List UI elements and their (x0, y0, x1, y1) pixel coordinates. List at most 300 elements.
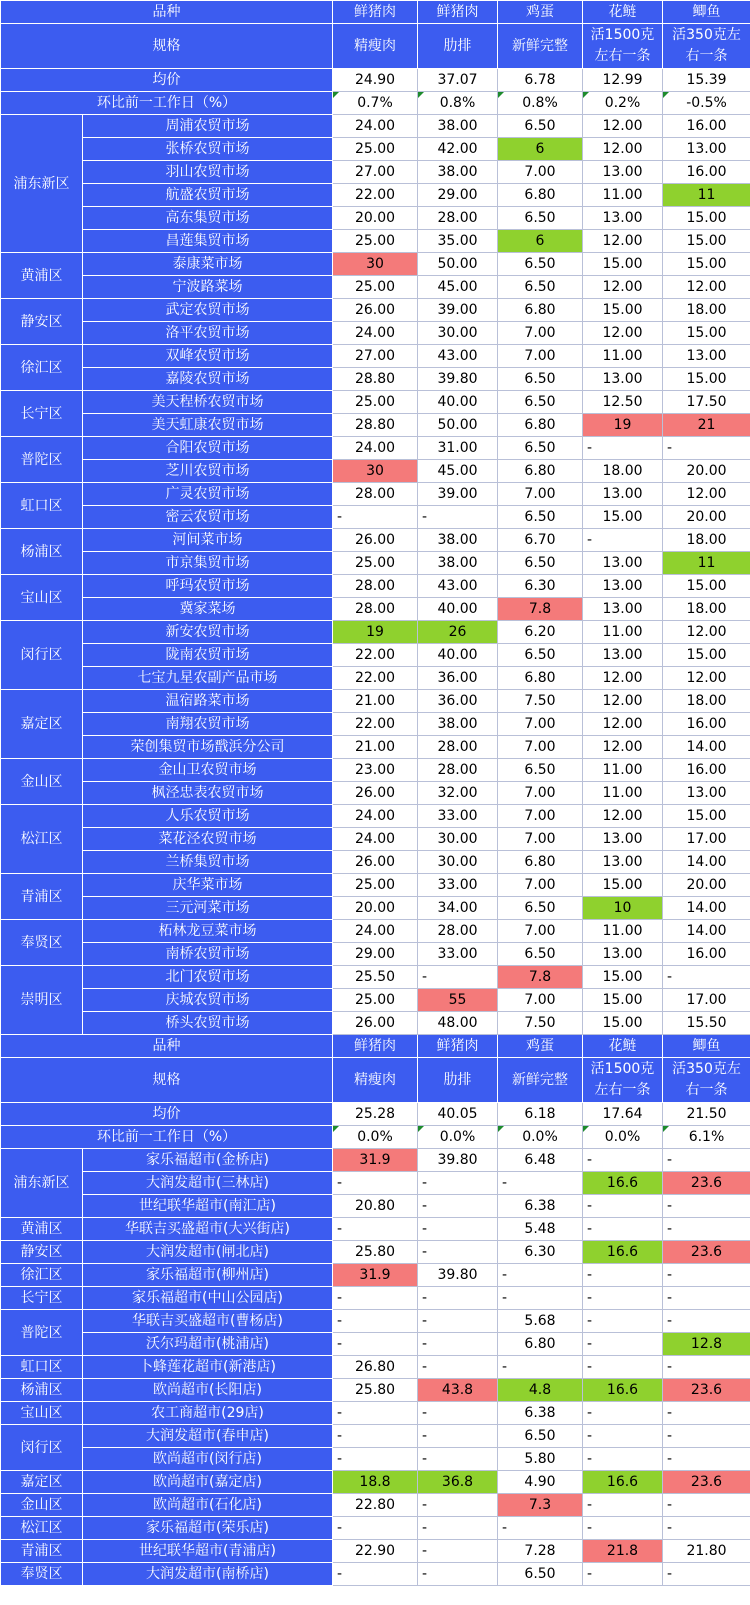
price-cell: 12.00 (663, 667, 750, 690)
district-label: 浦东新区 (1, 115, 83, 253)
price-cell: 28.00 (418, 920, 498, 943)
price-cell: 6.50 (498, 759, 583, 782)
price-cell: - (498, 1264, 583, 1287)
market-name: 兰桥集贸市场 (83, 851, 333, 874)
table-row (1, 943, 750, 966)
price-cell: 7.00 (498, 736, 583, 759)
table-row (1, 759, 750, 782)
spec-cell: 肋排 (418, 24, 498, 69)
price-cell: 13.00 (583, 851, 663, 874)
price-cell: 15.00 (583, 966, 663, 989)
price-cell: 15.00 (663, 253, 750, 276)
table-row (1, 1517, 750, 1540)
price-cell: 43.00 (418, 575, 498, 598)
table-row (1, 1540, 750, 1563)
price-cell: 26.00 (333, 529, 418, 552)
price-cell: 6.50 (498, 391, 583, 414)
price-cell: 25.00 (333, 230, 418, 253)
price-cell: 33.00 (418, 943, 498, 966)
market-name: 昌莲集贸市场 (83, 230, 333, 253)
market-name: 南桥农贸市场 (83, 943, 333, 966)
price-cell: 13.00 (663, 782, 750, 805)
market-name: 欧尚超市(嘉定店) (83, 1471, 333, 1494)
price-cell: 18.00 (663, 598, 750, 621)
market-name: 大润发超市(南桥店) (83, 1563, 333, 1586)
price-cell: 21.8 (583, 1540, 663, 1563)
price-cell: 22.00 (333, 644, 418, 667)
price-cell: 39.00 (418, 483, 498, 506)
table-row (1, 253, 750, 276)
market-name: 广灵农贸市场 (83, 483, 333, 506)
price-cell: - (583, 1195, 663, 1218)
market-name: 三元河菜市场 (83, 897, 333, 920)
price-cell: 12.8 (663, 1333, 750, 1356)
price-cell: 36.00 (418, 667, 498, 690)
price-cell: 22.00 (333, 667, 418, 690)
price-cell: 24.00 (333, 115, 418, 138)
price-cell: 29.00 (333, 943, 418, 966)
price-cell: - (663, 1356, 750, 1379)
price-cell: 19 (583, 414, 663, 437)
table-row (1, 161, 750, 184)
price-cell: 14.00 (663, 920, 750, 943)
price-cell: 14.00 (663, 897, 750, 920)
market-name: 芝川农贸市场 (83, 460, 333, 483)
average-price-label: 均价 (1, 69, 333, 92)
price-cell: 23.00 (333, 759, 418, 782)
price-cell: 13.00 (583, 368, 663, 391)
district-label: 松江区 (1, 1517, 83, 1540)
district-label: 徐汇区 (1, 1264, 83, 1287)
variety-header-cell: 鸡蛋 (498, 1035, 583, 1058)
price-cell: 13.00 (663, 345, 750, 368)
market-name: 温宿路菜市场 (83, 690, 333, 713)
price-cell: 38.00 (418, 529, 498, 552)
variety-header-cell: 鲜猪肉 (418, 1, 498, 24)
table-row (1, 1448, 750, 1471)
table-row (1, 1494, 750, 1517)
price-cell: 6.30 (498, 1241, 583, 1264)
price-cell: - (333, 1425, 418, 1448)
price-cell: 30.00 (418, 851, 498, 874)
price-cell: 18.00 (663, 529, 750, 552)
market-name: 欧尚超市(长阳店) (83, 1379, 333, 1402)
average-price-cell: 24.90 (333, 69, 418, 92)
price-cell: 28.00 (333, 483, 418, 506)
price-cell: 13.00 (583, 943, 663, 966)
price-cell: 16.6 (583, 1172, 663, 1195)
price-cell: 26.00 (333, 782, 418, 805)
price-cell: 21.00 (333, 736, 418, 759)
table-row (1, 414, 750, 437)
price-cell: 38.00 (418, 161, 498, 184)
price-cell: 15.00 (583, 1012, 663, 1035)
price-cell: 12.50 (583, 391, 663, 414)
price-cell: 7.00 (498, 920, 583, 943)
price-cell: 10 (583, 897, 663, 920)
price-cell: - (418, 1425, 498, 1448)
table-row (1, 1172, 750, 1195)
price-cell: 11 (663, 552, 750, 575)
market-name: 大润发超市(春申店) (83, 1425, 333, 1448)
price-cell: - (663, 1310, 750, 1333)
price-cell: 18.00 (663, 299, 750, 322)
table-row (1, 1310, 750, 1333)
price-cell: 18.8 (333, 1471, 418, 1494)
price-cell: 28.80 (333, 414, 418, 437)
price-cell: 7.00 (498, 989, 583, 1012)
price-cell: 18.00 (663, 690, 750, 713)
spec-label: 规格 (1, 24, 333, 69)
district-label: 闵行区 (1, 1425, 83, 1471)
price-cell: 16.00 (663, 759, 750, 782)
table-row (1, 460, 750, 483)
district-label: 宝山区 (1, 1402, 83, 1425)
price-cell: - (663, 1218, 750, 1241)
price-cell: 6.50 (498, 644, 583, 667)
price-cell: 20.00 (663, 874, 750, 897)
market-name: 家乐福超市(荣乐店) (83, 1517, 333, 1540)
market-name: 庆华菜市场 (83, 874, 333, 897)
spec-cell: 活1500克左右一条 (583, 24, 663, 69)
average-price-cell: 17.64 (583, 1103, 663, 1126)
price-cell: 12.00 (583, 230, 663, 253)
price-cell: - (583, 1563, 663, 1586)
market-name: 武定农贸市场 (83, 299, 333, 322)
change-cell: 0.8% (418, 92, 498, 115)
price-cell: - (583, 1448, 663, 1471)
market-name: 美天虹康农贸市场 (83, 414, 333, 437)
price-cell: 14.00 (663, 851, 750, 874)
table-row (1, 851, 750, 874)
market-name: 高东集贸市场 (83, 207, 333, 230)
price-cell: - (663, 1149, 750, 1172)
district-label: 静安区 (1, 299, 83, 345)
market-name: 冀家菜场 (83, 598, 333, 621)
price-cell: 30 (333, 460, 418, 483)
price-cell: - (583, 437, 663, 460)
price-cell: 6.50 (498, 437, 583, 460)
price-cell: 40.00 (418, 598, 498, 621)
market-name: 洛平农贸市场 (83, 322, 333, 345)
price-cell: - (418, 1172, 498, 1195)
price-cell: 6.50 (498, 897, 583, 920)
price-cell: - (663, 1494, 750, 1517)
price-cell: 6.50 (498, 207, 583, 230)
price-cell: - (333, 1448, 418, 1471)
table-row (1, 345, 750, 368)
spec-cell: 活1500克左右一条 (583, 1058, 663, 1103)
district-label: 崇明区 (1, 966, 83, 1035)
average-price-label: 均价 (1, 1103, 333, 1126)
market-name: 荣创集贸市场戬浜分公司 (83, 736, 333, 759)
average-price-row (1, 69, 750, 92)
price-cell: - (333, 1310, 418, 1333)
price-cell: - (333, 1218, 418, 1241)
price-cell: - (583, 1356, 663, 1379)
price-cell: 30 (333, 253, 418, 276)
price-cell: 6.30 (498, 575, 583, 598)
price-cell: 13.00 (583, 483, 663, 506)
market-name: 大润发超市(闸北店) (83, 1241, 333, 1264)
average-price-cell: 12.99 (583, 69, 663, 92)
district-label: 长宁区 (1, 1287, 83, 1310)
price-cell: 6.50 (498, 1425, 583, 1448)
table-row (1, 1241, 750, 1264)
price-cell: 12.00 (583, 690, 663, 713)
price-cell: 25.00 (333, 138, 418, 161)
district-label: 杨浦区 (1, 529, 83, 575)
market-name: 家乐福超市(柳州店) (83, 1264, 333, 1287)
price-cell: 26.00 (333, 1012, 418, 1035)
variety-header-row (1, 1035, 750, 1058)
change-cell: 0.0% (498, 1126, 583, 1149)
price-cell: 31.00 (418, 437, 498, 460)
price-cell: 4.8 (498, 1379, 583, 1402)
price-cell: 7.50 (498, 690, 583, 713)
variety-header-cell: 鸡蛋 (498, 1, 583, 24)
price-cell: - (418, 1287, 498, 1310)
price-cell: 50.00 (418, 253, 498, 276)
district-label: 杨浦区 (1, 1379, 83, 1402)
table-row (1, 138, 750, 161)
table-row (1, 989, 750, 1012)
price-cell: 12.00 (663, 483, 750, 506)
price-cell: - (333, 506, 418, 529)
market-name: 家乐福超市(金桥店) (83, 1149, 333, 1172)
price-cell: 6.50 (498, 368, 583, 391)
price-cell: 7.00 (498, 805, 583, 828)
market-name: 庆城农贸市场 (83, 989, 333, 1012)
price-cell: - (583, 1218, 663, 1241)
market-name: 市京集贸市场 (83, 552, 333, 575)
average-price-cell: 25.28 (333, 1103, 418, 1126)
price-cell: 7.3 (498, 1494, 583, 1517)
market-name: 新安农贸市场 (83, 621, 333, 644)
change-label: 环比前一工作日（%） (1, 92, 333, 115)
table-row (1, 483, 750, 506)
district-label: 静安区 (1, 1241, 83, 1264)
market-name: 卜蜂莲花超市(新港店) (83, 1356, 333, 1379)
price-cell: 15.00 (663, 322, 750, 345)
price-cell: 12.00 (583, 805, 663, 828)
price-cell: 23.6 (663, 1241, 750, 1264)
district-label: 黄浦区 (1, 1218, 83, 1241)
market-name: 陇南农贸市场 (83, 644, 333, 667)
price-cell: - (663, 1287, 750, 1310)
district-label: 普陀区 (1, 437, 83, 483)
price-cell: 38.00 (418, 713, 498, 736)
price-cell: 15.00 (663, 368, 750, 391)
price-cell: 36.00 (418, 690, 498, 713)
price-cell: - (418, 1494, 498, 1517)
market-name: 金山卫农贸市场 (83, 759, 333, 782)
price-cell: 13.00 (583, 828, 663, 851)
price-cell: - (418, 966, 498, 989)
price-cell: - (333, 1402, 418, 1425)
price-cell: 13.00 (663, 138, 750, 161)
price-cell: 19 (333, 621, 418, 644)
price-cell: 7.00 (498, 782, 583, 805)
price-cell: 7.00 (498, 345, 583, 368)
table-row (1, 598, 750, 621)
price-cell: 24.00 (333, 437, 418, 460)
price-cell: 6.50 (498, 943, 583, 966)
price-cell: 28.00 (333, 575, 418, 598)
price-cell: 26 (418, 621, 498, 644)
price-cell: 33.00 (418, 874, 498, 897)
price-cell: 30.00 (418, 828, 498, 851)
price-cell: 23.6 (663, 1379, 750, 1402)
price-cell: 16.00 (663, 161, 750, 184)
price-cell: - (418, 1333, 498, 1356)
market-name: 合阳农贸市场 (83, 437, 333, 460)
price-cell: 6 (498, 230, 583, 253)
table-row (1, 506, 750, 529)
change-cell: 0.8% (498, 92, 583, 115)
market-name: 南翔农贸市场 (83, 713, 333, 736)
price-cell: 43.00 (418, 345, 498, 368)
table-row (1, 529, 750, 552)
price-cell: 22.00 (333, 713, 418, 736)
price-cell: 26.00 (333, 851, 418, 874)
price-cell: 6.80 (498, 414, 583, 437)
price-cell: 12.00 (583, 138, 663, 161)
price-cell: 24.00 (333, 805, 418, 828)
price-cell: 12.00 (663, 276, 750, 299)
price-cell: 6.80 (498, 667, 583, 690)
table-row (1, 368, 750, 391)
price-cell: 6.50 (498, 115, 583, 138)
average-price-cell: 21.50 (663, 1103, 750, 1126)
price-cell: 11.00 (583, 782, 663, 805)
price-cell: 6.38 (498, 1402, 583, 1425)
market-name: 羽山农贸市场 (83, 161, 333, 184)
price-cell: - (583, 529, 663, 552)
price-cell: 21 (663, 414, 750, 437)
price-cell: - (583, 1264, 663, 1287)
district-label: 长宁区 (1, 391, 83, 437)
table-row (1, 805, 750, 828)
price-cell: - (418, 1310, 498, 1333)
table-row (1, 1379, 750, 1402)
price-cell: 15.00 (663, 230, 750, 253)
average-price-row (1, 1103, 750, 1126)
district-label: 青浦区 (1, 874, 83, 920)
table-row (1, 575, 750, 598)
price-cell: 7.50 (498, 1012, 583, 1035)
price-cell: - (583, 1149, 663, 1172)
variety-header-row (1, 1, 750, 24)
market-name: 张桥农贸市场 (83, 138, 333, 161)
price-cell: 25.00 (333, 989, 418, 1012)
price-cell: - (418, 1448, 498, 1471)
price-cell: 27.00 (333, 161, 418, 184)
price-cell: 42.00 (418, 138, 498, 161)
table-row (1, 782, 750, 805)
price-cell: 16.00 (663, 713, 750, 736)
table-row (1, 920, 750, 943)
price-cell: 50.00 (418, 414, 498, 437)
table-row (1, 1356, 750, 1379)
change-label: 环比前一工作日（%） (1, 1126, 333, 1149)
district-label: 闵行区 (1, 621, 83, 690)
table-row (1, 736, 750, 759)
market-name: 河间菜市场 (83, 529, 333, 552)
price-cell: 20.00 (663, 460, 750, 483)
market-name: 沃尔玛超市(桃浦店) (83, 1333, 333, 1356)
market-name: 世纪联华超市(青浦店) (83, 1540, 333, 1563)
market-name: 七宝九星农副产品市场 (83, 667, 333, 690)
price-cell: 13.00 (583, 644, 663, 667)
price-cell: 7.00 (498, 828, 583, 851)
price-cell: 15.00 (583, 299, 663, 322)
table-row (1, 644, 750, 667)
change-cell: 6.1% (663, 1126, 750, 1149)
market-name: 欧尚超市(闵行店) (83, 1448, 333, 1471)
price-cell: - (498, 1172, 583, 1195)
price-cell: 15.00 (583, 253, 663, 276)
price-cell: 24.00 (333, 920, 418, 943)
price-cell: 30.00 (418, 322, 498, 345)
price-cell: 7.28 (498, 1540, 583, 1563)
price-cell: 48.00 (418, 1012, 498, 1035)
price-cell: 45.00 (418, 276, 498, 299)
price-cell: - (333, 1517, 418, 1540)
price-cell: 15.00 (583, 506, 663, 529)
variety-header-cell: 花鲢 (583, 1035, 663, 1058)
table-row (1, 667, 750, 690)
price-cell: 25.00 (333, 391, 418, 414)
price-cell: 45.00 (418, 460, 498, 483)
change-row (1, 1126, 750, 1149)
table-row (1, 690, 750, 713)
price-cell: 16.6 (583, 1471, 663, 1494)
price-cell: 12.00 (583, 322, 663, 345)
market-name: 桥头农贸市场 (83, 1012, 333, 1035)
price-cell: - (663, 1402, 750, 1425)
market-name: 双峰农贸市场 (83, 345, 333, 368)
price-cell: - (663, 1517, 750, 1540)
district-label: 普陀区 (1, 1310, 83, 1356)
spec-row (1, 1058, 750, 1103)
change-cell: 0.2% (583, 92, 663, 115)
spec-row (1, 24, 750, 69)
market-name: 柘林龙豆菜市场 (83, 920, 333, 943)
price-cell: 6.70 (498, 529, 583, 552)
change-cell: 0.0% (333, 1126, 418, 1149)
price-cell: - (333, 1563, 418, 1586)
price-cell: 25.80 (333, 1379, 418, 1402)
price-cell: 25.00 (333, 276, 418, 299)
price-cell: 5.80 (498, 1448, 583, 1471)
change-row (1, 92, 750, 115)
variety-header-cell: 鲜猪肉 (333, 1035, 418, 1058)
table-row (1, 552, 750, 575)
price-cell: 40.00 (418, 644, 498, 667)
price-cell: - (418, 1241, 498, 1264)
market-name: 宁波路菜场 (83, 276, 333, 299)
price-cell: - (663, 1195, 750, 1218)
table-row (1, 276, 750, 299)
table-row (1, 1333, 750, 1356)
market-name: 家乐福超市(中山公园店) (83, 1287, 333, 1310)
table-row (1, 1287, 750, 1310)
table-row (1, 621, 750, 644)
price-cell: - (418, 506, 498, 529)
price-cell: 18.00 (583, 460, 663, 483)
table-row (1, 115, 750, 138)
